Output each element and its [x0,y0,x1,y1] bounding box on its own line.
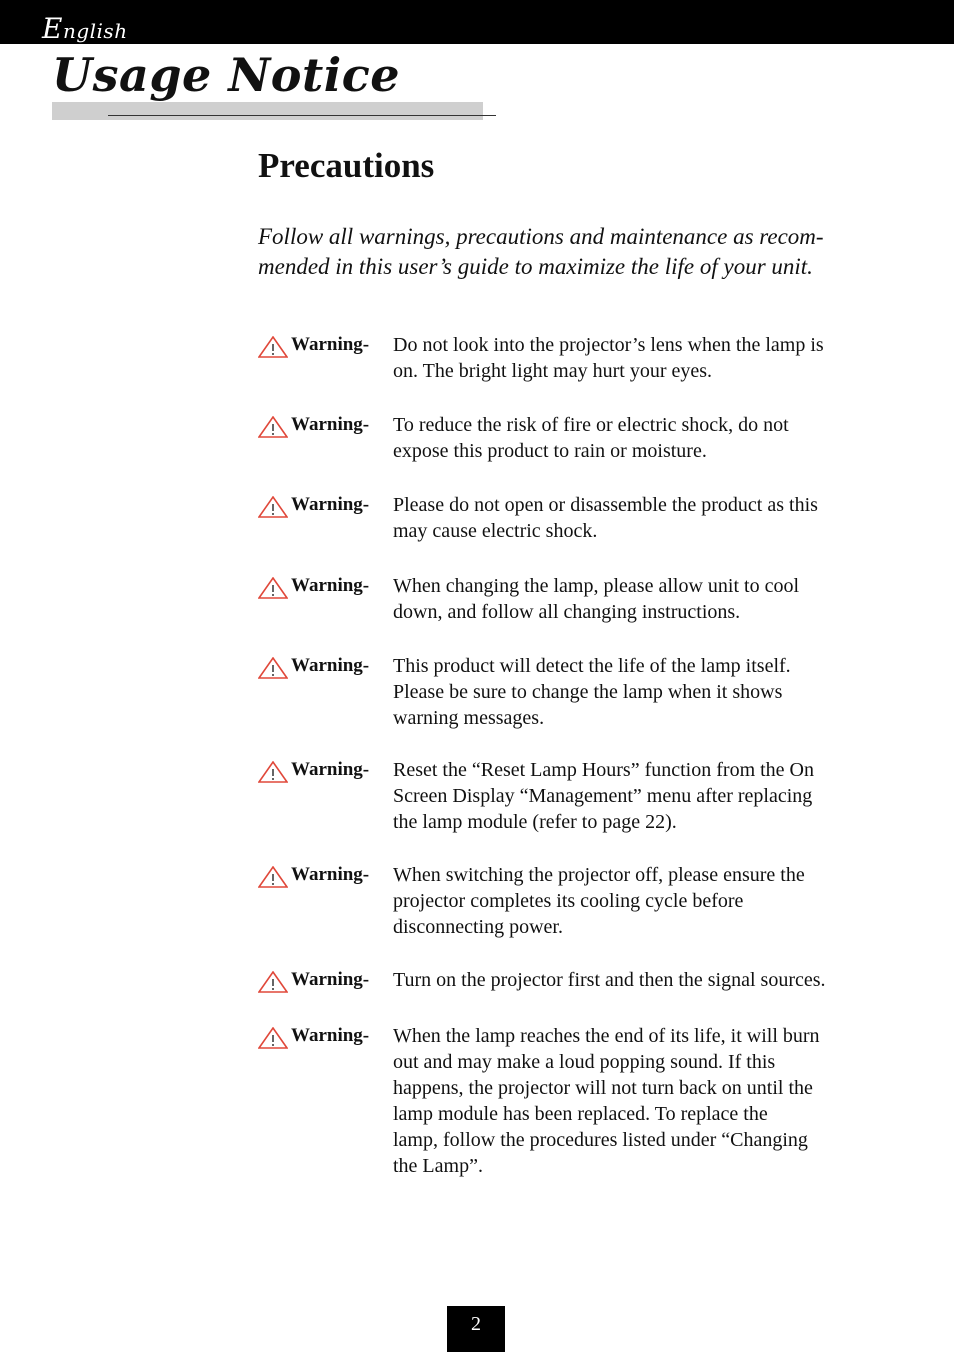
language-label [42,12,128,45]
intro-paragraph: Follow all warnings, precautions and maintenance as recom- mended in this user’s guide to maximize the life of your unit. [258,224,824,279]
warning-label: Warning- [291,759,370,780]
warning-label: Warning- [291,334,370,355]
warning-text: Reset the “Reset Lamp Hours” function from the On Screen Display “Management” menu after replacing the lamp module (refer to page 22). [393,759,814,833]
warning-text: To reduce the risk of fire or electric shock, do not expose this product to rain or moisture. [393,414,789,462]
page-number: 2 [447,1306,505,1352]
section-title: Usage Notice [52,48,400,102]
warning-label: Warning- [291,969,370,990]
title-underline-rule [108,115,496,116]
header-bar [0,0,954,44]
warning-label: Warning- [291,494,370,515]
warning-triangle-icon [258,416,288,438]
title-underline-band [52,102,483,120]
warning-triangle-icon [258,577,288,599]
warning-triangle-icon [258,761,288,783]
warning-label: Warning- [291,1025,370,1046]
warning-text: Turn on the projector first and then the signal sources. [393,969,826,991]
warning-text: Do not look into the projector’s lens when the lamp is on. The bright light may hurt your eyes. [393,334,824,382]
warning-triangle-icon [258,496,288,518]
warning-text: When switching the projector off, please ensure the projector completes its cooling cycle before disconnecting power. [393,864,805,938]
warning-triangle-icon [258,657,288,679]
warning-text: When changing the lamp, please allow unit to cool down, and follow all changing instructions. [393,575,799,623]
warning-triangle-icon [258,1027,288,1049]
warning-triangle-icon [258,866,288,888]
warning-label: Warning- [291,414,370,435]
warning-triangle-icon [258,336,288,358]
warning-text: This product will detect the life of the lamp itself. Please be sure to change the lamp when it shows warning messages. [393,655,791,729]
warning-label: Warning- [291,655,370,676]
warning-label: Warning- [291,864,370,885]
subsection-title: Precautions [258,146,435,185]
warning-text: Please do not open or disassemble the product as this may cause electric shock. [393,494,818,542]
warning-label: Warning- [291,575,370,596]
warning-text: When the lamp reaches the end of its life, it will burn out and may make a loud popping sound. If this happens, the projector will not turn back on until the lamp module has been replaced. To replace the lamp, follow the procedures listed under “Changing the Lamp”. [393,1025,820,1177]
language-label-initial: E [42,12,63,45]
warning-triangle-icon [258,971,288,993]
language-label-rest: nglish [62,19,128,43]
